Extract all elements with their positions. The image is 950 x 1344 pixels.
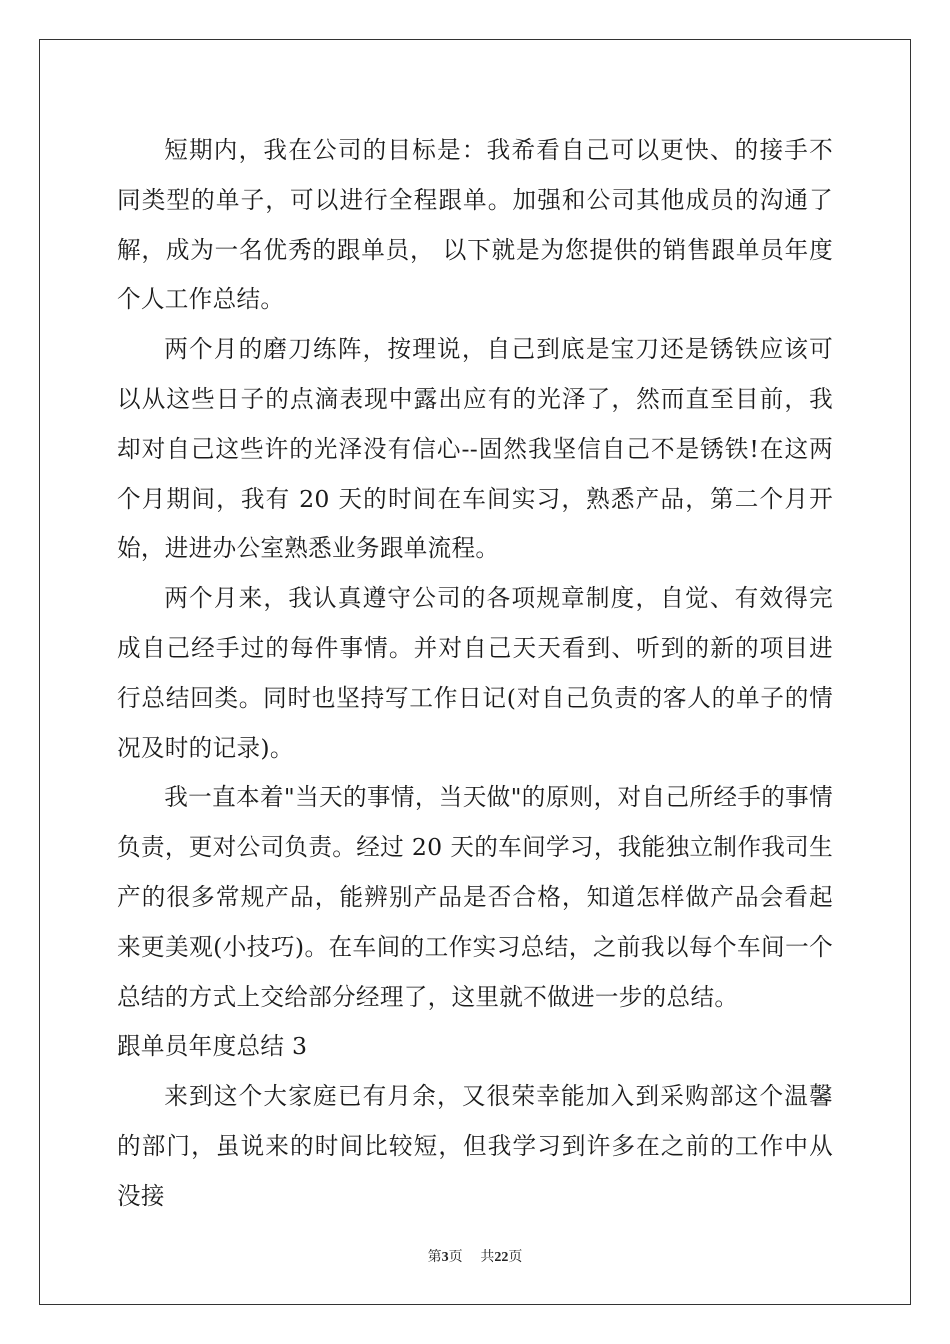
page-total: 22 (494, 1250, 509, 1265)
paragraph-4: 我一直本着"当天的事情，当天做"的原则，对自己所经手的事情负责，更对公司负责。经过 20 天的车间学习，我能独立制作我司生产的很多常规产品，能辨别产品是否合格，知道怎样做产品会看起来更美观(小技巧)。在车间的工作实习总结，之前我以每个车间一个总结的方式上交给部分经理了，这里就不做进一步的总结。 (117, 783, 833, 1011)
paragraph-5: 来到这个大家庭已有月余，又很荣幸能加入到采购部这个温馨的部门，虽说来的时间比较短，但我学习到许多在之前的工作中从没接 (117, 1082, 833, 1210)
page-footer (0, 1246, 950, 1266)
paragraph-3: 两个月来，我认真遵守公司的各项规章制度，自觉、有效得完成自己经手过的每件事情。并对自己天天看到、听到的新的项目进行总结回类。同时也坚持写工作日记(对自己负责的客人的单子的情况及时的记录)。 (117, 584, 833, 762)
page-suffix: 页 (508, 1249, 523, 1265)
paragraph-1: 短期内，我在公司的目标是：我希看自己可以更快、的接手不同类型的单子，可以进行全程跟单。加强和公司其他成员的沟通了解，成为一名优秀的跟单员， 以下就是为您提供的销售跟单员年度个人工作总结。 (117, 136, 833, 314)
page-mid: 页 共 (448, 1249, 495, 1265)
section-heading: 跟单员年度总结 3 (117, 1032, 308, 1061)
page-current: 3 (441, 1250, 449, 1265)
paragraph-2: 两个月的磨刀练阵，按理说，自己到底是宝刀还是锈铁应该可以从这些日子的点滴表现中露出应有的光泽了，然而直至目前，我却对自己这些许的光泽没有信心--固然我坚信自己不是锈铁!在这两个月期间，我有 20 天的时间在车间实习，熟悉产品，第二个月开始，进进办公室熟悉业务跟单流程。 (117, 335, 833, 563)
document-body (117, 126, 833, 1222)
page-prefix: 第 (427, 1249, 442, 1265)
